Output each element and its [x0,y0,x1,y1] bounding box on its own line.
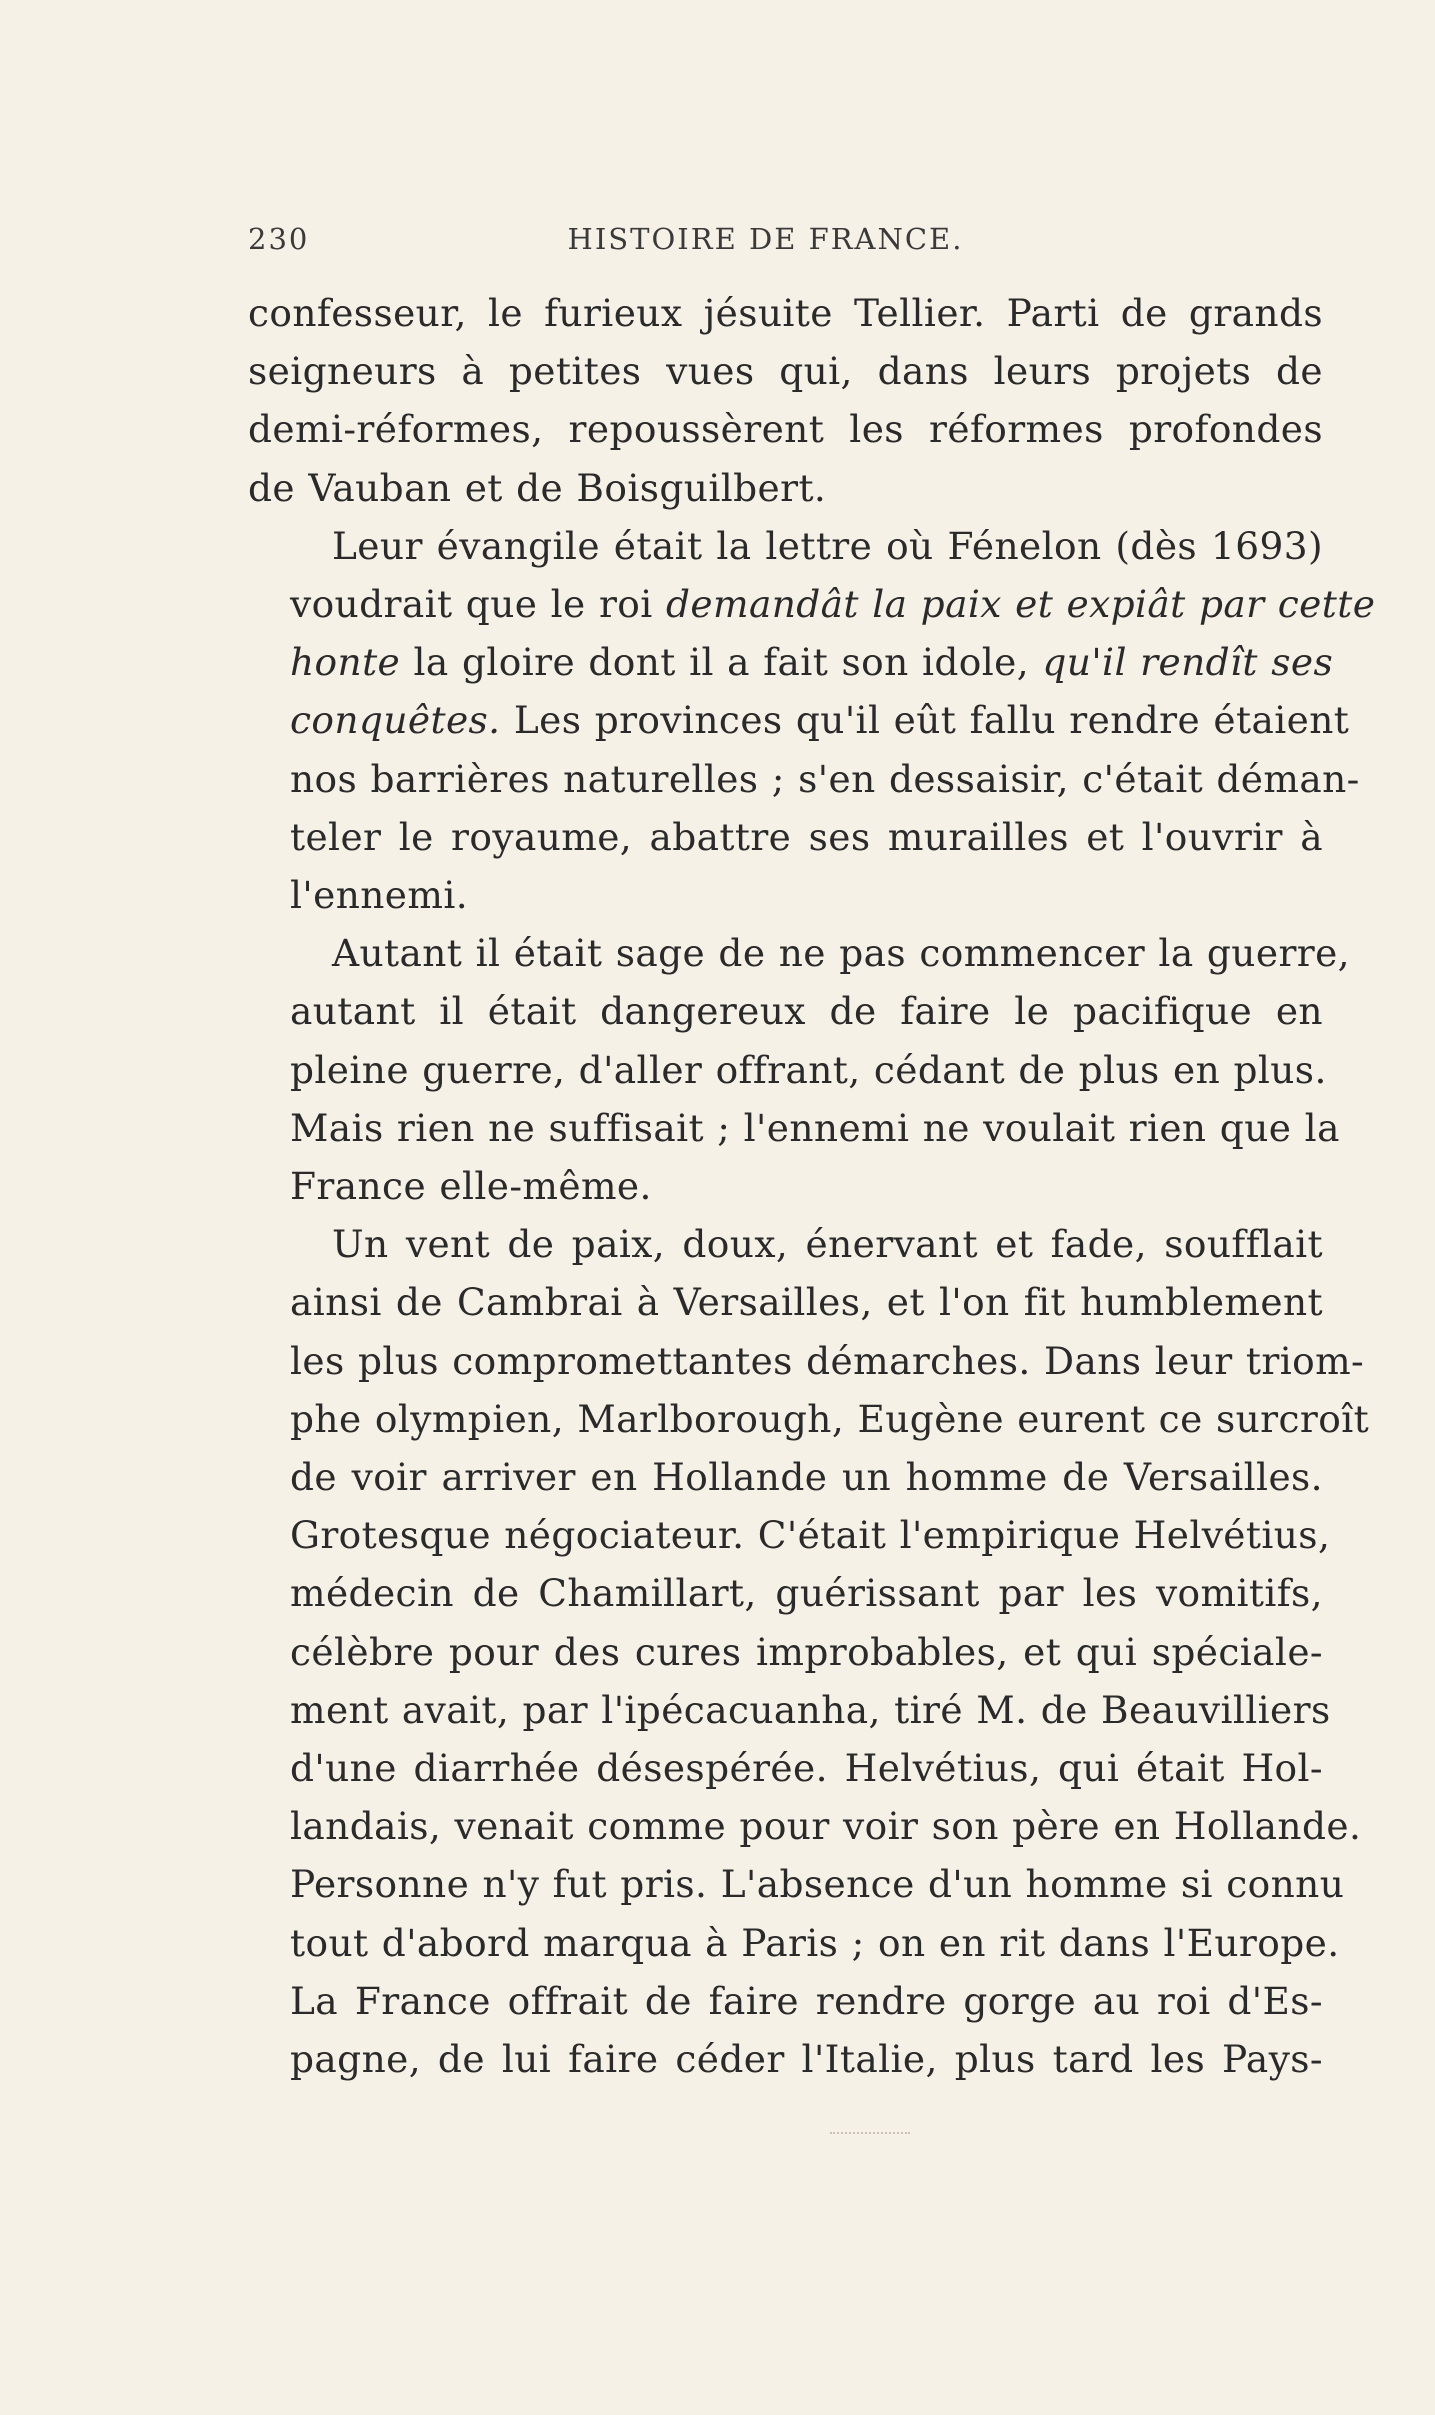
text-line: pleine guerre, d'aller offrant, cédant de plus en plus. [290,1047,1327,1092]
italic-quote: demandât la paix et expiât par cette [665,582,1376,627]
italic-quote: honte [290,640,401,685]
text-line: de Vauban et de Boisguilbert. [248,465,827,510]
text-line: ainsi de Cambrai à Versailles, et l'on fit humblement [290,1280,1323,1325]
text-line: pagne, de lui faire céder l'Italie, plus tard les Pays- [290,2037,1323,2082]
text-line: seigneurs à petites vues qui, dans leurs projets de [248,349,1323,394]
paragraph-3 [248,924,1351,1215]
text-line: les plus compromettantes démarches. Dans leur triom- [290,1338,1365,1383]
text-line: Un vent de paix, doux, énervant et fade, soufflait [332,1222,1323,1267]
book-page [248,222,1376,2088]
text-line: La France offrait de faire rendre gorge au roi d'Es- [290,1978,1323,2023]
text-line: l'ennemi. [290,873,469,918]
running-head: HISTOIRE DE FRANCE. [567,222,964,256]
italic-quote: conquêtes. [290,698,501,743]
text-run: voudrait que le roi [290,582,666,627]
text-line: d'une diarrhée désespérée. Helvétius, qui était Hol- [290,1746,1323,1791]
text-line [248,633,1334,691]
page-header [248,222,1323,284]
text-run: Les provinces qu'il eût fallu rendre étaient [500,698,1350,743]
text-line: Grotesque négociateur. C'était l'empirique Helvétius, [290,1513,1331,1558]
text-run: la gloire dont il a fait son idole, [400,640,1043,685]
text-line: tout d'abord marqua à Paris ; on en rit dans l'Europe. [290,1920,1340,1965]
text-line: phe olympien, Marlborough, Eugène eurent ce surcroît [290,1396,1370,1441]
text-line: Personne n'y fut pris. L'absence d'un homme si connu [290,1862,1345,1907]
text-line: teler le royaume, abattre ses murailles et l'ouvrir à [290,814,1323,859]
text-line: Leur évangile était la lettre où Fénelon (dès 1693) [332,523,1323,568]
text-line: confesseur, le furieux jésuite Tellier. Parti de grands [248,291,1323,335]
paragraph-2 [248,517,1376,924]
text-line: médecin de Chamillart, guérissant par les vomitifs, [290,1571,1323,1616]
page-number: 230 [248,222,310,256]
text-line: nos barrières naturelles ; s'en dessaisir, c'était déman- [290,756,1360,801]
text-line: autant il était dangereux de faire le pacifique en [290,989,1323,1034]
text-line: Mais rien ne suffisait ; l'ennemi ne voulait rien que la [290,1105,1340,1150]
text-line: célèbre pour des cures improbables, et qui spéciale- [290,1629,1323,1674]
text-line: landais, venait comme pour voir son père en Hollande. [290,1804,1362,1849]
text-line [248,691,1350,749]
italic-quote: qu'il rendît ses [1042,640,1334,685]
text-line: Autant il était sage de ne pas commencer la guerre, [332,931,1351,976]
paragraph-4 [248,1215,1370,2088]
text-line: ment avait, par l'ipécacuanha, tiré M. de Beauvilliers [290,1687,1331,1732]
paragraph-1 [248,284,1323,517]
text-line: France elle-même. [290,1164,652,1209]
text-line [248,575,1376,633]
text-line: de voir arriver en Hollande un homme de Versailles. [290,1455,1323,1500]
text-line: demi-réformes, repoussèrent les réformes profondes [248,407,1323,452]
print-mark [830,2132,910,2138]
